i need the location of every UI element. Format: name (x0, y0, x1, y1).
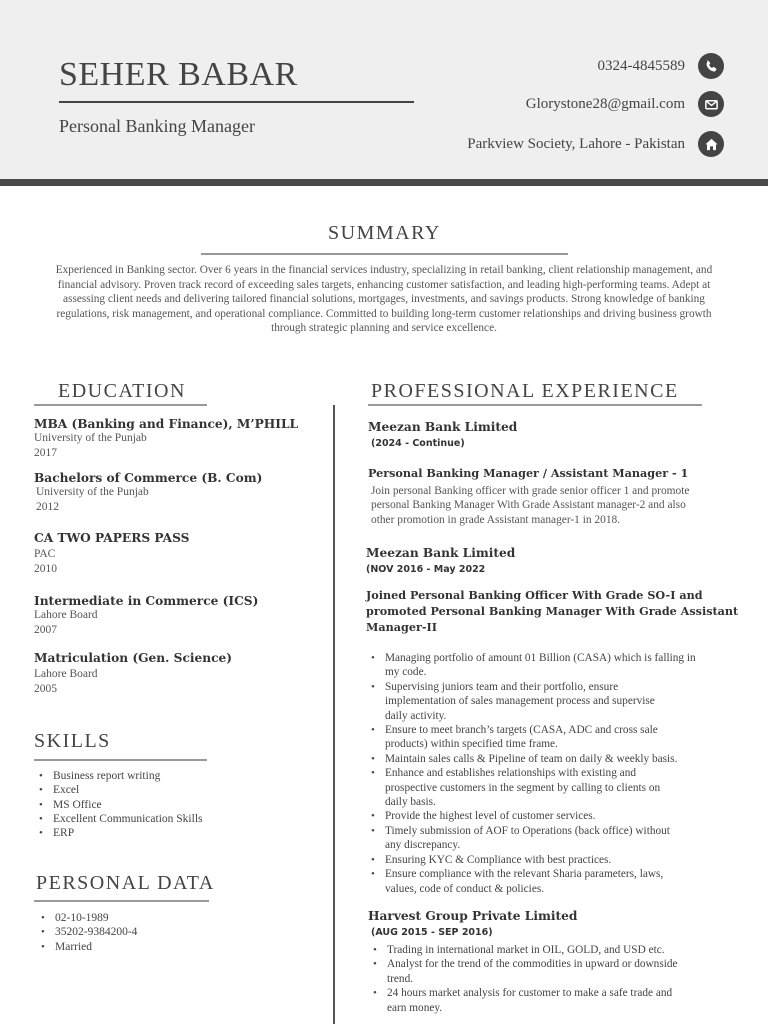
column-divider (333, 405, 335, 1024)
contact-phone (598, 53, 725, 79)
skills-list (34, 769, 202, 840)
graduation-year: 2010 (34, 562, 57, 575)
role-line: Joined Personal Banking Officer With Grade SO-I and (366, 588, 703, 602)
graduation-year: 2017 (34, 446, 57, 459)
name-underline (59, 101, 414, 103)
summary-underline (201, 253, 568, 255)
job-period: (AUG 2015 - SEP 2016) (371, 927, 493, 938)
education-underline (34, 404, 207, 406)
list-item: • 35202-9384200-4 (36, 925, 137, 939)
degree-name: CA TWO PAPERS PASS (34, 531, 190, 545)
role-line: Manager-II (366, 620, 437, 634)
degree-name: Intermediate in Commerce (ICS) (34, 594, 259, 608)
list-item: • Married (36, 940, 137, 954)
personal-data-list (36, 911, 137, 954)
contact-email (526, 91, 724, 117)
summary-heading: SUMMARY (328, 222, 441, 244)
duties-list (370, 943, 740, 1015)
list-item: • Managing portfolio of amount 01 Billion (CASA) which is falling in my code. (368, 651, 738, 680)
job-role: Personal Banking Manager / Assistant Manager - 1 (368, 466, 689, 480)
institution-name: University of the Punjab (34, 432, 147, 444)
institution-name: Lahore Board (34, 609, 98, 621)
list-item: • 24 hours market analysis for customer to make a safe trade and earn money. (370, 986, 740, 1015)
envelope-icon (698, 91, 724, 117)
degree-name: MBA (Banking and Finance), M’PHILL (34, 417, 299, 431)
graduation-year: 2007 (34, 623, 57, 636)
list-item: • 02-10-1989 (36, 911, 137, 925)
list-item: • Trading in international market in OIL, GOLD, and USD etc. (370, 943, 740, 957)
candidate-name: SEHER BABAR (59, 56, 298, 93)
company-name: Harvest Group Private Limited (368, 909, 578, 923)
candidate-title: Personal Banking Manager (59, 116, 255, 136)
institution-name: University of the Punjab (36, 486, 149, 498)
experience-heading: PROFESSIONAL EXPERIENCE (371, 380, 679, 402)
list-item: • Ensure to meet branch’s targets (CASA, ADC and cross sale products) within specified time frame. (368, 723, 738, 752)
institution-name: Lahore Board (34, 668, 98, 680)
list-item: • Excel (34, 783, 202, 797)
email-address: Glorystone28@gmail.com (525, 95, 685, 112)
list-item: • Enhance and establishes relationships with existing and prospective customers in the segment by calling to clients on daily basis. (368, 766, 738, 809)
list-item: • ERP (34, 826, 202, 840)
job-period: (NOV 2016 - May 2022 (366, 564, 486, 575)
contact-address (467, 131, 724, 157)
skills-underline (34, 759, 207, 761)
list-item: • MS Office (34, 798, 202, 812)
degree-name: Bachelors of Commerce (B. Com) (34, 471, 263, 485)
list-item: • Timely submission of AOF to Operations (back office) without any discrepancy. (368, 824, 738, 853)
list-item: • Supervising juniors team and their portfolio, ensure implementation of sales management process and supervise daily activity. (368, 680, 738, 723)
education-heading: EDUCATION (58, 380, 186, 402)
experience-underline (368, 404, 702, 406)
duties-list (368, 651, 738, 896)
job-period: (2024 - Continue) (371, 438, 465, 449)
list-item: • Ensuring KYC & Compliance with best practices. (368, 853, 738, 867)
personal-data-heading: PERSONAL DATA (36, 872, 215, 894)
list-item: • Maintain sales calls & Pipeline of team on daily & weekly basis. (368, 752, 738, 766)
graduation-year: 2012 (36, 500, 59, 513)
education-item (34, 417, 298, 460)
list-item: • Ensure compliance with the relevant Sharia parameters, laws, values, code of conduct & policies. (368, 867, 738, 896)
degree-name: Matriculation (Gen. Science) (34, 651, 233, 665)
education-item (34, 651, 232, 696)
list-item: • Business report writing (34, 769, 202, 783)
education-item (34, 531, 189, 576)
company-name: Meezan Bank Limited (368, 420, 518, 434)
header-divider-bar (0, 179, 768, 186)
home-address: Parkview Society, Lahore - Pakistan (467, 135, 685, 152)
home-icon (698, 131, 724, 157)
education-item (34, 471, 262, 514)
education-item (34, 594, 258, 637)
job-role (366, 587, 738, 635)
skills-heading: SKILLS (34, 730, 111, 752)
institution-name: PAC (34, 548, 56, 560)
list-item: • Analyst for the trend of the commodities in upward or downside trend. (370, 957, 740, 986)
description-line: Join personal Banking officer with grade senior officer 1 and promote (371, 485, 690, 497)
job-description (371, 484, 731, 527)
summary-text: Experienced in Banking sector. Over 6 years in the financial services industry, specializing in retail banking, client relationship management, and financial advisory. Proven track record of exceeding sales targets, enhancing customer satisfaction, and leading high-performing teams. Adept at assessing client needs and delivering tailored financial solutions, mortgages, investments, and savings products. Strong knowledge of banking regulations, risk management, and operational compliance. Committed to building long-term customer relationships and driving business growth through strategic planning and service excellence. (55, 264, 713, 335)
phone-number: 0324-4845589 (597, 57, 685, 74)
list-item: • Excellent Communication Skills (34, 812, 202, 826)
description-line: personal Banking Manager With Grade Assistant manager-2 and also (371, 499, 686, 512)
description-line: other promotion in grade Assistant manager-1 in 2018. (371, 513, 621, 526)
graduation-year: 2005 (34, 682, 57, 695)
role-line: promoted Personal Banking Manager With Grade Assistant (366, 604, 739, 618)
company-name: Meezan Bank Limited (366, 546, 516, 560)
phone-icon (698, 53, 724, 79)
list-item: • Provide the highest level of customer services. (368, 809, 738, 823)
personal-data-underline (34, 900, 209, 902)
